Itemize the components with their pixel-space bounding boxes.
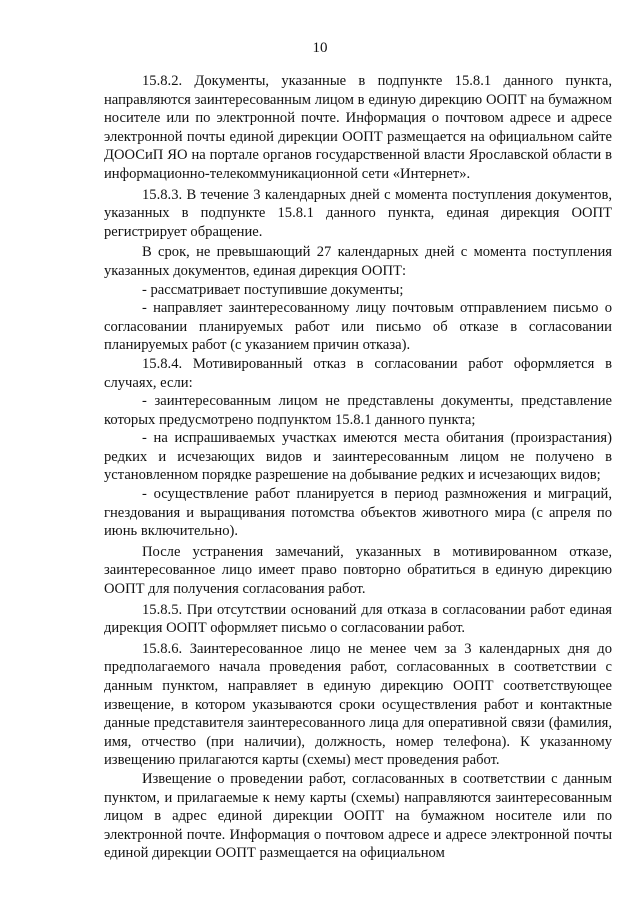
document-body [104, 72, 612, 863]
paragraph-15-8-2: 15.8.2. Документы, указанные в подпункте 15.8.1 данного пункта, направляются заинтересованным лицом в единую дирекцию ООПТ на бумажном носителе или по электронной почте. Информация о почтовом адресе и адресе электронной почты единой дирекции ООПТ размещается на официальном сайте ДООСиП ЯО на портале органов государственной власти Ярославской области в информационно-телекоммуникационной сети «Интернет». [104, 73, 612, 182]
paragraph-15-8-3: 15.8.3. В течение 3 календарных дней с момента поступления документов, указанных в подпункте 15.8.1 данного пункта, единая дирекция ООПТ регистрирует обращение. [104, 186, 612, 240]
paragraph-15-8-5: 15.8.5. При отсутствии оснований для отказа в согласовании работ единая дирекция ООПТ оформляет письмо о согласовании работ. [104, 601, 612, 637]
list-item-no-documents: - заинтересованным лицом не представлены документы, представление которых предусмотрено подпунктом 15.8.1 данного пункта; [104, 393, 612, 428]
list-item-send-letter: - направляет заинтересованному лицу почтовым отправлением письмо о согласовании планируемых работ или письмо об отказе в согласовании планируемых работ (с указанием причин отказа). [104, 300, 612, 354]
list-item-review: - рассматривает поступившие документы; [142, 281, 404, 298]
list-item-rare-species: - на испрашиваемых участках имеются места обитания (произрастания) редких и исчезающих видов и заинтересованным лицом не получено в установленном порядке разрешение на добывание редких и исчезающих видов; [104, 430, 612, 484]
paragraph-review-term: В срок, не превышающий 27 календарных дней с момента поступления указанных документов, единая дирекция ООПТ: [104, 244, 612, 279]
paragraph-15-8-6: 15.8.6. Заинтересованное лицо не менее чем за 3 календарных дня до предполагаемого начала проведения работ, согласованных в соответствии с данным пунктом, направляет в единую дирекцию ООПТ соответствующее извещение, в котором указываются сроки осуществления работ и контактные данные представителя заинтересованного лица для оперативной связи (фамилия, имя, отчество (при наличии), должность, номер телефона). К указанному извещению прилагаются карты (схемы) мест проведения работ. [104, 640, 612, 769]
paragraph-notice: Извещение о проведении работ, согласованных в соответствии с данным пунктом, и прилагаемые к нему карты (схемы) направляются заинтересованным лицом в адрес единой дирекции ООПТ на бумажном носителе или по электронной почте. Информация о почтовом адресе и адресе электронной почты единой дирекции ООПТ размещается на официальном [104, 770, 612, 862]
paragraph-resubmission: После устранения замечаний, указанных в мотивированном отказе, заинтересованное лицо имеет право повторно обратиться в единую дирекцию ООПТ для получения согласования работ. [104, 543, 612, 598]
list-item-breeding-period: - осуществление работ планируется в период размножения и миграций, гнездования и выращивания потомства объектов животного мира (с апреля по июнь включительно). [104, 486, 612, 540]
page-number: 10 [312, 40, 328, 56]
paragraph-15-8-4: 15.8.4. Мотивированный отказ в согласовании работ оформляется в случаях, если: [104, 355, 612, 391]
